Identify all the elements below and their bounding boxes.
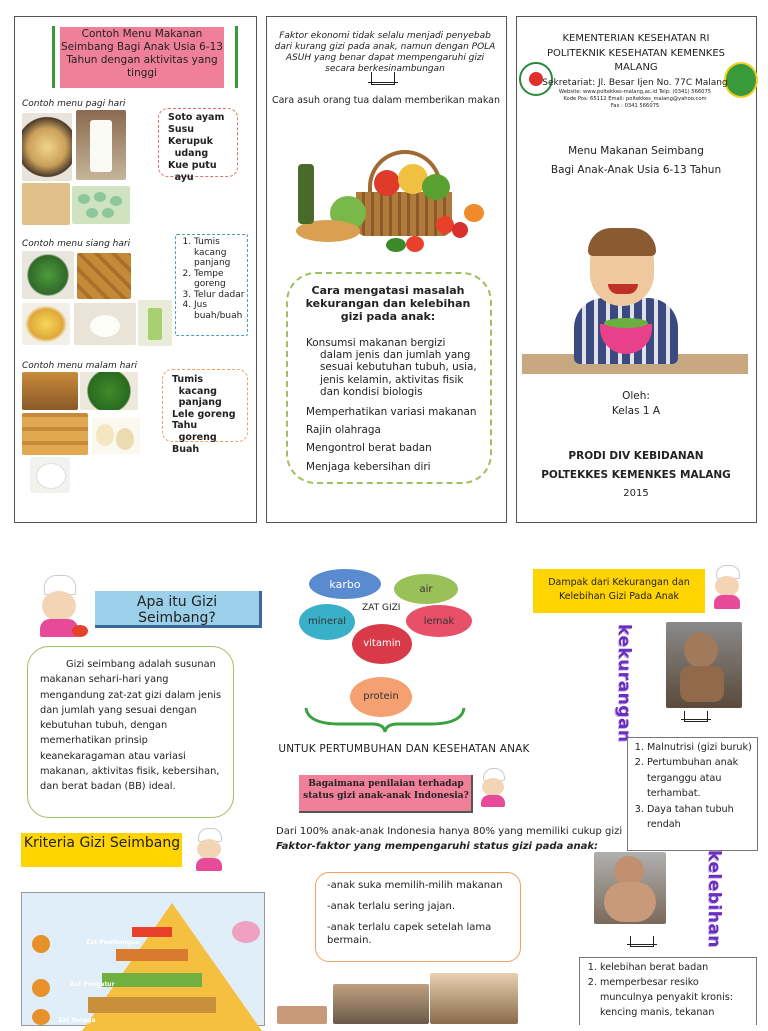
down-arrow-icon	[371, 72, 395, 85]
chef-icon	[474, 768, 512, 810]
down-arrow-icon	[684, 711, 708, 722]
bubble-mineral: mineral	[299, 604, 355, 640]
factor-item: -anak terlalu sering jajan.	[327, 901, 456, 912]
cara-item: Mengontrol berat badan	[306, 442, 432, 455]
siang-label: Contoh menu siang hari	[22, 239, 131, 249]
kekurangan-label: kekurangan	[614, 624, 634, 743]
pagi-label: Contoh menu pagi hari	[22, 99, 126, 109]
siang-item: 4. Jus buah/buah	[194, 300, 246, 321]
brace-icon	[300, 706, 470, 734]
telur-photo	[22, 303, 70, 345]
pagi-menu-text: Soto ayam Susu Kerupuk udang Kue putu ayu	[168, 112, 225, 183]
dampak-text: Dampak dari Kekurangan dan Kelebihan Gizi Pada Anak	[548, 577, 690, 602]
juice-photo	[138, 300, 172, 346]
factors-list	[327, 879, 513, 947]
rice-photo	[74, 303, 136, 345]
apa-title: Apa itu Gizi Seimbang?	[136, 594, 218, 626]
vegetable-basket-image	[286, 140, 486, 260]
cara-item: Memperhatikan variasi makanan	[306, 406, 477, 419]
cover-title-2: Bagi Anak-Anak Usia 6-13 Tahun	[550, 164, 722, 176]
cara-item: Konsumsi makanan bergizi dalam jenis dan jumlah yang sesuai kebutuhan tubuh, usia, jenis kelamin, aktivitas fisik dan kondisi biologis	[306, 337, 477, 398]
kelebihan-label: kelebihan	[704, 850, 724, 948]
ministry-name: KEMENTERIAN KESEHATAN RI	[562, 33, 710, 44]
bubble-air: air	[394, 574, 458, 604]
kelebihan-item: 1. kelebihan berat badan	[600, 960, 752, 975]
pyramid-label: Zat Tenaga	[58, 1017, 96, 1024]
stat-text: Dari 100% anak-anak Indonesia hanya 80% yang memiliki cukup gizi	[276, 826, 623, 837]
chef-icon	[28, 575, 90, 639]
tempe-photo	[77, 253, 131, 299]
bubble-lemak: lemak	[406, 605, 472, 637]
tumis-photo	[22, 251, 74, 299]
cara-item: Menjaga kebersihan diri	[306, 460, 431, 473]
kekurangan-list	[633, 740, 753, 832]
cara-mengatasi-list	[306, 337, 478, 473]
children-photo-2	[333, 984, 429, 1024]
cara-item: Rajin olahraga	[306, 424, 381, 437]
pyramid-label: Zat Pembangun	[86, 939, 140, 946]
poltekkes-label: POLTEKKES KEMENKES MALANG	[541, 469, 731, 481]
pola-asuh-subtitle: Cara asuh orang tua dalam memberikan makan	[271, 95, 501, 106]
address-line4: Fax : 0341 566075	[610, 103, 660, 109]
kelebihan-item: 2. memperbesar resiko munculnya penyakit kronis: kencing manis, tekanan	[600, 975, 752, 1020]
prodi-label: PRODI DIV KEBIDANAN	[568, 450, 704, 462]
pyramid-label: Zat Pengatur	[70, 981, 115, 988]
kekurangan-item: 3. Daya tahan tubuh rendah	[647, 802, 753, 833]
siang-item: 3. Telur dadar	[194, 290, 246, 301]
kelebihan-list	[586, 960, 752, 1024]
bubble-protein: protein	[350, 677, 412, 717]
address-line3: Kode Pos: 65112 Email: poltekkes_malang@yahoo.com	[563, 96, 707, 102]
lele-photo	[22, 372, 78, 410]
bubble-vitamin: vitamin	[352, 624, 412, 664]
cara-mengatasi-title: Cara mengatasi masalah kekurangan dan kelebihan gizi pada anak:	[305, 284, 471, 323]
siang-item: 1. Tumis kacang panjang	[194, 237, 246, 269]
zat-gizi-label: ZAT GIZI	[362, 603, 401, 613]
siang-menu-list	[180, 237, 246, 321]
malnourished-child-photo	[666, 622, 742, 708]
factor-item: -anak suka memilih-milih makanan	[327, 880, 503, 891]
children-photo-1	[277, 1006, 327, 1024]
question-text: Bagaimana penilaian terhadap status gizi anak-anak Indonesia?	[303, 779, 469, 801]
malam-menu-text: Tumis kacang panjang Lele goreng Tahu goreng Buah	[172, 374, 236, 455]
year-label: 2015	[623, 488, 649, 499]
address-line1: Sekretariat: Jl. Besar Ijen No. 77C Malang	[542, 78, 728, 88]
chef-icon	[188, 828, 230, 872]
school-name: POLITEKNIK KESEHATAN KEMENKES MALANG	[546, 48, 726, 73]
kekurangan-item: 1. Malnutrisi (gizi buruk)	[647, 740, 753, 755]
oleh-label: Oleh:	[622, 390, 650, 402]
kriteria-title: Kriteria Gizi Seimbang	[23, 835, 181, 851]
cover-title-1: Menu Makanan Seimbang	[568, 145, 704, 157]
tahu-photo	[22, 413, 88, 455]
food-pyramid-image	[21, 892, 265, 1026]
factor-item: -anak terlalu capek setelah lama bermain.	[327, 922, 492, 946]
factors-title: Faktor-faktor yang mempengaruhi status gizi pada anak:	[276, 841, 599, 852]
rice2-photo	[30, 457, 70, 493]
chef-icon	[706, 565, 748, 613]
kelas-label: Kelas 1 A	[611, 405, 661, 417]
children-photo-3	[430, 973, 518, 1024]
pola-asuh-quote: Faktor ekonomi tidak selalu menjadi penyebab dari kurang gizi pada anak, namun dengan POLA ASUH yang benar dapat mempengaruhi gizi secara berkesinambungan	[274, 31, 496, 74]
bubble-karbo: karbo	[309, 569, 381, 599]
kerupuk-photo	[22, 183, 70, 225]
panel1-title: Contoh Menu Makanan Seimbang Bagi Anak Usia 6-13 Tahun dengan aktivitas yang tinggi	[60, 27, 224, 88]
kekurangan-item: 2. Pertumbuhan anak terganggu atau terhambat.	[647, 755, 753, 801]
obese-child-photo	[594, 852, 666, 924]
boy-eating-image	[522, 228, 748, 376]
malam-label: Contoh menu malam hari	[22, 361, 138, 371]
apple-photo	[92, 418, 140, 454]
down-arrow-icon	[630, 936, 654, 947]
soto-photo	[22, 113, 72, 181]
kacang-photo	[80, 372, 138, 410]
apa-text: Gizi seimbang adalah susunan makanan sehari-hari yang mengandung zat-zat gizi dalam jenis dan jumlah yang sesuai dengan kebutuhan tubuh, dengan memerhatikan prinsip keanekaragaman atau variasi makanan, aktivitas fisik, kebersihan, dan berat badan (BB) ideal.	[40, 659, 222, 793]
milk-photo	[76, 110, 126, 180]
kue-putu-photo	[72, 186, 130, 224]
address-line2: Website: www.poltekkes-malang.ac.id Telp: (0341) 566075	[558, 89, 712, 95]
pertumbuhan-caption: UNTUK PERTUMBUHAN DAN KESEHATAN ANAK	[278, 743, 530, 755]
siang-item: 2. Tempe goreng	[194, 269, 246, 290]
